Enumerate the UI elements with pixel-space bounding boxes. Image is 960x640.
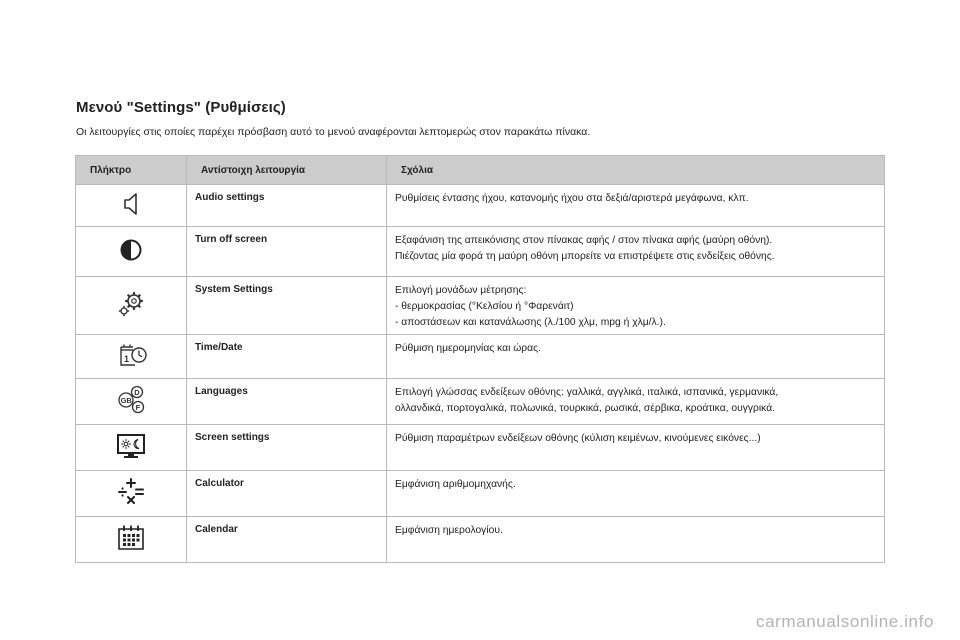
table-row xyxy=(76,277,885,335)
calendar-icon xyxy=(111,521,151,555)
settings-table xyxy=(75,155,885,563)
function-name: Calendar xyxy=(187,517,387,563)
comment-cell xyxy=(387,379,885,425)
function-name: Audio settings xyxy=(187,185,387,227)
function-name: Time/Date xyxy=(187,335,387,379)
key-cell xyxy=(76,471,187,517)
comment-cell xyxy=(387,425,885,471)
table-row xyxy=(76,227,885,277)
key-cell xyxy=(76,277,187,335)
comment-cell xyxy=(387,471,885,517)
calendar-clock-number: 1 xyxy=(124,354,130,364)
key-cell xyxy=(76,379,187,425)
language-label-f: F xyxy=(135,403,141,412)
header-function: Αντίστοιχη λειτουργία xyxy=(187,156,387,185)
function-name: System Settings xyxy=(187,277,387,335)
comment-line: Επιλογή μονάδων μέτρησης: xyxy=(395,285,527,296)
language-label-d: D xyxy=(134,388,140,397)
comment-cell xyxy=(387,227,885,277)
function-name: Languages xyxy=(187,379,387,425)
languages-icon xyxy=(111,383,151,417)
comment-line: Ρυθμίσεις έντασης ήχου, κατανομής ήχου στα δεξιά/αριστερά μεγάφωνα, κλπ. xyxy=(395,193,749,204)
comment-line: Εμφάνιση αριθμομηχανής. xyxy=(395,479,516,490)
key-cell xyxy=(76,335,187,379)
table-row xyxy=(76,471,885,517)
intro-text: Οι λειτουργίες στις οποίες παρέχει πρόσβαση αυτό το μενού αναφέρονται λεπτομερώς στον παρακάτω πίνακα. xyxy=(76,126,591,138)
comment-line: Πιέζοντας μία φορά τη μαύρη οθόνη μπορείτε να επιστρέψετε στις ενδείξεις οθόνης. xyxy=(395,251,775,262)
key-cell xyxy=(76,185,187,227)
comment-line: Ρύθμιση παραμέτρων ενδείξεων οθόνης (κύλιση κειμένων, κινούμενες εικόνες...) xyxy=(395,433,761,444)
calculator-icon xyxy=(111,475,151,509)
header-key: Πλήκτρο xyxy=(76,156,187,185)
comment-cell xyxy=(387,335,885,379)
gears-icon xyxy=(111,287,151,321)
comment-line: Επιλογή γλώσσας ενδείξεων οθόνης: γαλλικά, αγγλικά, ιταλικά, ισπανικά, γερμανικά, xyxy=(395,387,779,398)
table-row xyxy=(76,379,885,425)
watermark: carmanualsonline.info xyxy=(756,612,934,631)
comment-cell xyxy=(387,277,885,335)
comment-cell xyxy=(387,185,885,227)
function-name: Calculator xyxy=(187,471,387,517)
screen-settings-icon xyxy=(111,429,151,463)
half-moon-screen-off-icon xyxy=(111,233,151,267)
comment-line: Εμφάνιση ημερολογίου. xyxy=(395,525,503,536)
key-cell xyxy=(76,425,187,471)
language-label-gb: GB xyxy=(120,396,132,405)
calendar-clock-icon xyxy=(111,338,151,372)
table-row xyxy=(76,335,885,379)
header-comments: Σχόλια xyxy=(387,156,885,185)
table-header-row xyxy=(76,156,885,185)
table-row xyxy=(76,517,885,563)
function-name: Turn off screen xyxy=(187,227,387,277)
key-cell xyxy=(76,227,187,277)
comment-line: - αποστάσεων και κατανάλωσης (λ./100 χλμ, mpg ή χλμ/λ.). xyxy=(395,317,666,328)
key-cell xyxy=(76,517,187,563)
comment-cell xyxy=(387,517,885,563)
speaker-icon xyxy=(111,187,151,221)
comment-line: Εξαφάνιση της απεικόνισης στον πίνακας αφής / στον πίνακα αφής (μαύρη οθόνη). xyxy=(395,235,773,246)
page-title: Μενού "Settings" (Ρυθμίσεις) xyxy=(76,99,286,116)
comment-line: - θερμοκρασίας (°Κελσίου ή °Φαρενάιτ) xyxy=(395,301,574,312)
comment-line: Ρύθμιση ημερομηνίας και ώρας. xyxy=(395,343,541,354)
function-name: Screen settings xyxy=(187,425,387,471)
table-row xyxy=(76,425,885,471)
table-row xyxy=(76,185,885,227)
comment-line: ολλανδικά, πορτογαλικά, πολωνικά, τουρκικά, ρωσικά, σέρβικα, κροάτικα, ουγγρικά. xyxy=(395,403,776,414)
